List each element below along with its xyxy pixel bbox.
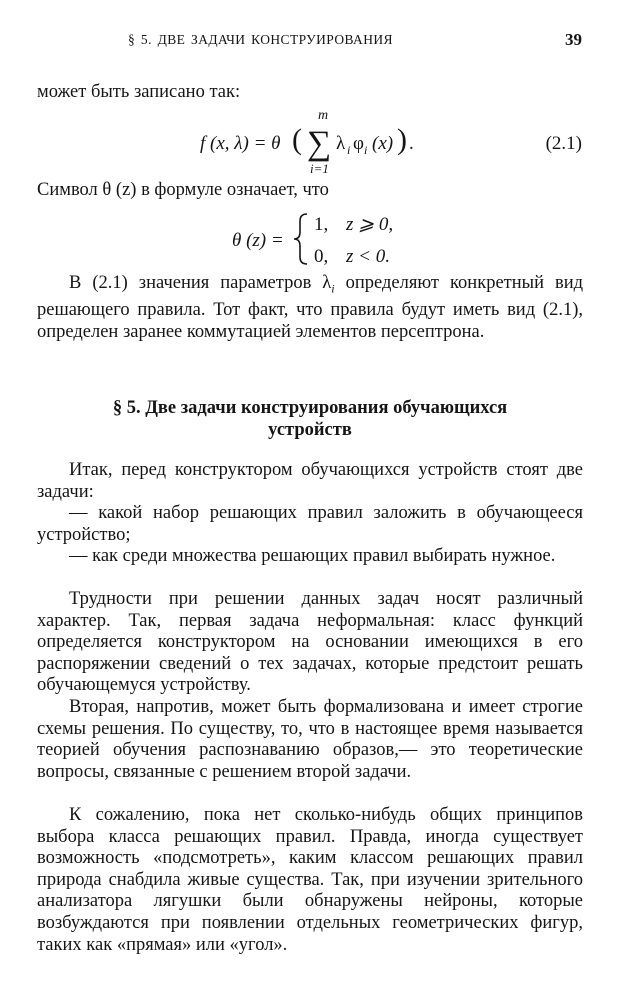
left-paren: ( bbox=[292, 123, 302, 156]
summand-phi: φ bbox=[353, 133, 364, 154]
case-1-condition: z ⩾ 0, bbox=[346, 214, 394, 235]
summand-lambda-index: i bbox=[347, 143, 351, 157]
running-title: § 5. ДВЕ ЗАДАЧИ КОНСТРУИРОВАНИЯ bbox=[128, 32, 393, 47]
formula-2-1-graphic bbox=[0, 105, 620, 185]
section-heading bbox=[37, 397, 583, 441]
case-2-condition: z < 0. bbox=[346, 246, 390, 267]
page-number: 39 bbox=[565, 30, 582, 49]
formula-tail: . bbox=[409, 133, 414, 154]
parameter-index: i bbox=[331, 281, 335, 296]
paragraph-tasks-intro: Итак, перед конструктором обучающихся устройств стоят две задачи: bbox=[37, 460, 583, 502]
running-head bbox=[0, 32, 620, 54]
sum-upper-limit: m bbox=[318, 108, 329, 123]
brace-icon bbox=[294, 214, 307, 264]
sum-symbol: ∑ bbox=[307, 125, 332, 162]
summand-lambda: λ bbox=[336, 133, 346, 154]
task-item-1: — какой набор решающих правил заложить в обучающееся устройство; bbox=[37, 503, 583, 545]
theta-lhs: θ (z) = bbox=[232, 230, 284, 251]
formula-theta bbox=[0, 206, 620, 272]
paragraph-difficulties: Трудности при решении данных задач носят различный характер. Так, первая задача неформальная: класс функций определяется конструктором на основании имеющихся в его распоряжении сведений о тех задачах, которые предстоит решать обучающемуся устройству. bbox=[37, 589, 583, 696]
paragraph-formalization: Вторая, напротив, может быть формализована и имеет строгие схемы решения. По существу, то, что в настоящее время называется теорией обучения распознаванию образов,— это теоретические вопросы, связанные с решением второй задачи. bbox=[37, 697, 583, 782]
sum-lower-limit: i=1 bbox=[310, 161, 329, 176]
section-heading-line-2: устройств bbox=[268, 420, 352, 440]
intro-line: может быть записано так: bbox=[37, 82, 241, 102]
symbol-line: Символ θ (z) в формуле означает, что bbox=[37, 180, 329, 200]
section-heading-line-1: § 5. Две задачи конструирования обучающихся bbox=[112, 398, 508, 418]
task-item-2: — как среди множества решающих правил выбирать нужное. bbox=[69, 546, 556, 566]
paragraph-parameters bbox=[37, 273, 583, 343]
paragraph-principles: К сожалению, пока нет сколько-нибудь общих принципов выбора класса решающих правил. Правда, иногда существует возможность «подсмотреть», каким классом решающих правил природа снабдила живые существа. Так, при изучении зрительного анализатора лягушки были обнаружены нейроны, которые возбуждаются при появлении отдельных геометрических фигур, таких как «прямая» или «угол». bbox=[37, 805, 583, 955]
summand-phi-index: i bbox=[364, 143, 368, 157]
equation-number: (2.1) bbox=[545, 133, 582, 154]
case-1-value: 1, bbox=[314, 214, 329, 235]
paragraph-parameters-start: В (2.1) значения параметров λ bbox=[69, 273, 332, 293]
right-paren: ) bbox=[397, 123, 407, 156]
summand-argument: (x) bbox=[372, 133, 394, 154]
formula-lhs: f (x, λ) = θ bbox=[200, 133, 281, 154]
paragraph-parameters-rest: определяют конкретный вид решающего правила. Тот факт, что правила будут иметь вид (2.1), определен заранее коммутацией элементов персептрона. bbox=[37, 273, 584, 342]
case-2-value: 0, bbox=[314, 246, 329, 267]
